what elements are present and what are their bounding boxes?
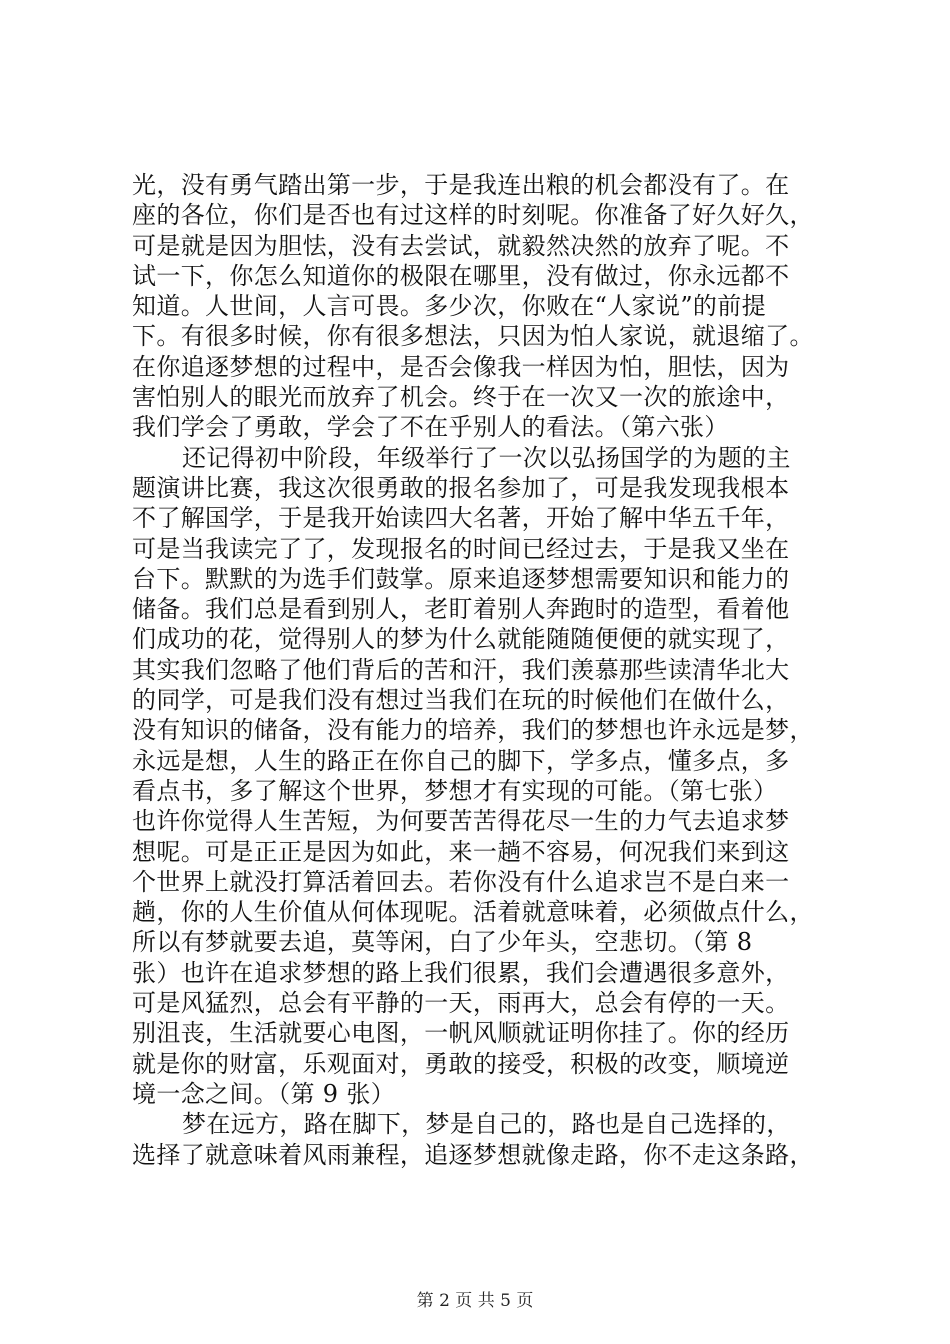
text-line: 梦在远方，路在脚下，梦是自己的，路也是自己选择的， xyxy=(182,1110,791,1139)
text-line: 害怕别人的眼光而放弃了机会。终于在一次又一次的旅途中， xyxy=(132,383,790,412)
text-line: 还记得初中阶段，年级举行了一次以弘扬国学的为题的主 xyxy=(182,443,791,472)
text-line: 也许你觉得人生苦短，为何要苦苦得花尽一生的力气去追求梦 xyxy=(132,807,790,836)
text-line: 可是当我读完了了，发现报名的时间已经过去，于是我又坐在 xyxy=(132,534,790,563)
text-line: 选择了就意味着风雨兼程，追逐梦想就像走路，你不走这条路， xyxy=(132,1140,814,1169)
text-line: 看点书，多了解这个世界，梦想才有实现的可能。（第七张） xyxy=(132,776,778,805)
text-line: 可是风猛烈，总会有平静的一天，雨再大，总会有停的一天。 xyxy=(132,989,790,1018)
text-line: 个世界上就没打算活着回去。若你没有什么追求岂不是白来一 xyxy=(132,867,790,896)
text-line: 题演讲比赛，我这次很勇敢的报名参加了，可是我发现我根本 xyxy=(132,473,790,502)
text-line: 所以有梦就要去追，莫等闲，白了少年头，空悲切。（第 8 xyxy=(132,928,753,957)
text-line: 境一念之间。（第 9 张） xyxy=(132,1079,396,1108)
text-line: 座的各位，你们是否也有过这样的时刻呢。你准备了好久好久， xyxy=(132,201,814,230)
text-line: 张）也许在追求梦想的路上我们很累，我们会遭遇很多意外， xyxy=(132,958,790,987)
text-line: 不了解国学，于是我开始读四大名著，开始了解中华五千年， xyxy=(132,504,790,533)
text-line: 其实我们忽略了他们背后的苦和汗，我们羡慕那些读清华北大 xyxy=(132,655,790,684)
text-line: 知道。人世间，人言可畏。多少次，你败在“人家说”的前提 xyxy=(132,292,766,321)
text-line: 台下。默默的为选手们鼓掌。原来追逐梦想需要知识和能力的 xyxy=(132,564,790,593)
text-line: 们成功的花，觉得别人的梦为什么就能随随便便的就实现了， xyxy=(132,625,790,654)
text-line: 别沮丧，生活就要心电图，一帆风顺就证明你挂了。你的经历 xyxy=(132,1019,790,1048)
text-line: 试一下，你怎么知道你的极限在哪里，没有做过，你永远都不 xyxy=(132,261,790,290)
text-line: 我们学会了勇敢，学会了不在乎别人的看法。（第六张） xyxy=(132,413,729,442)
text-line: 趟，你的人生价值从何体现呢。活着就意味着，必须做点什么， xyxy=(132,898,814,927)
text-line: 光，没有勇气踏出第一步，于是我连出粮的机会都没有了。在 xyxy=(132,171,790,199)
page-footer: 第 2 页 共 5 页 xyxy=(416,1291,534,1311)
text-line: 就是你的财富，乐观面对，勇敢的接受，积极的改变，顺境逆 xyxy=(132,1049,790,1078)
text-line: 想呢。可是正正是因为如此，来一趟不容易，何况我们来到这 xyxy=(132,837,790,866)
text-line: 下。有很多时候，你有很多想法，只因为怕人家说，就退缩了。 xyxy=(132,322,814,351)
text-line: 可是就是因为胆怯，没有去尝试，就毅然决然的放弃了呢。不 xyxy=(132,231,790,260)
text-line: 的同学，可是我们没有想过当我们在玩的时候他们在做什么， xyxy=(132,686,790,715)
text-line: 没有知识的储备，没有能力的培养，我们的梦想也许永远是梦， xyxy=(132,716,814,745)
text-line: 永远是想，人生的路正在你自己的脚下，学多点，懂多点，多 xyxy=(132,746,790,775)
body-text xyxy=(132,170,832,1170)
text-line: 储备。我们总是看到别人，老盯着别人奔跑时的造型，看着他 xyxy=(132,595,790,624)
text-line: 在你追逐梦想的过程中，是否会像我一样因为怕，胆怯，因为 xyxy=(132,352,790,381)
